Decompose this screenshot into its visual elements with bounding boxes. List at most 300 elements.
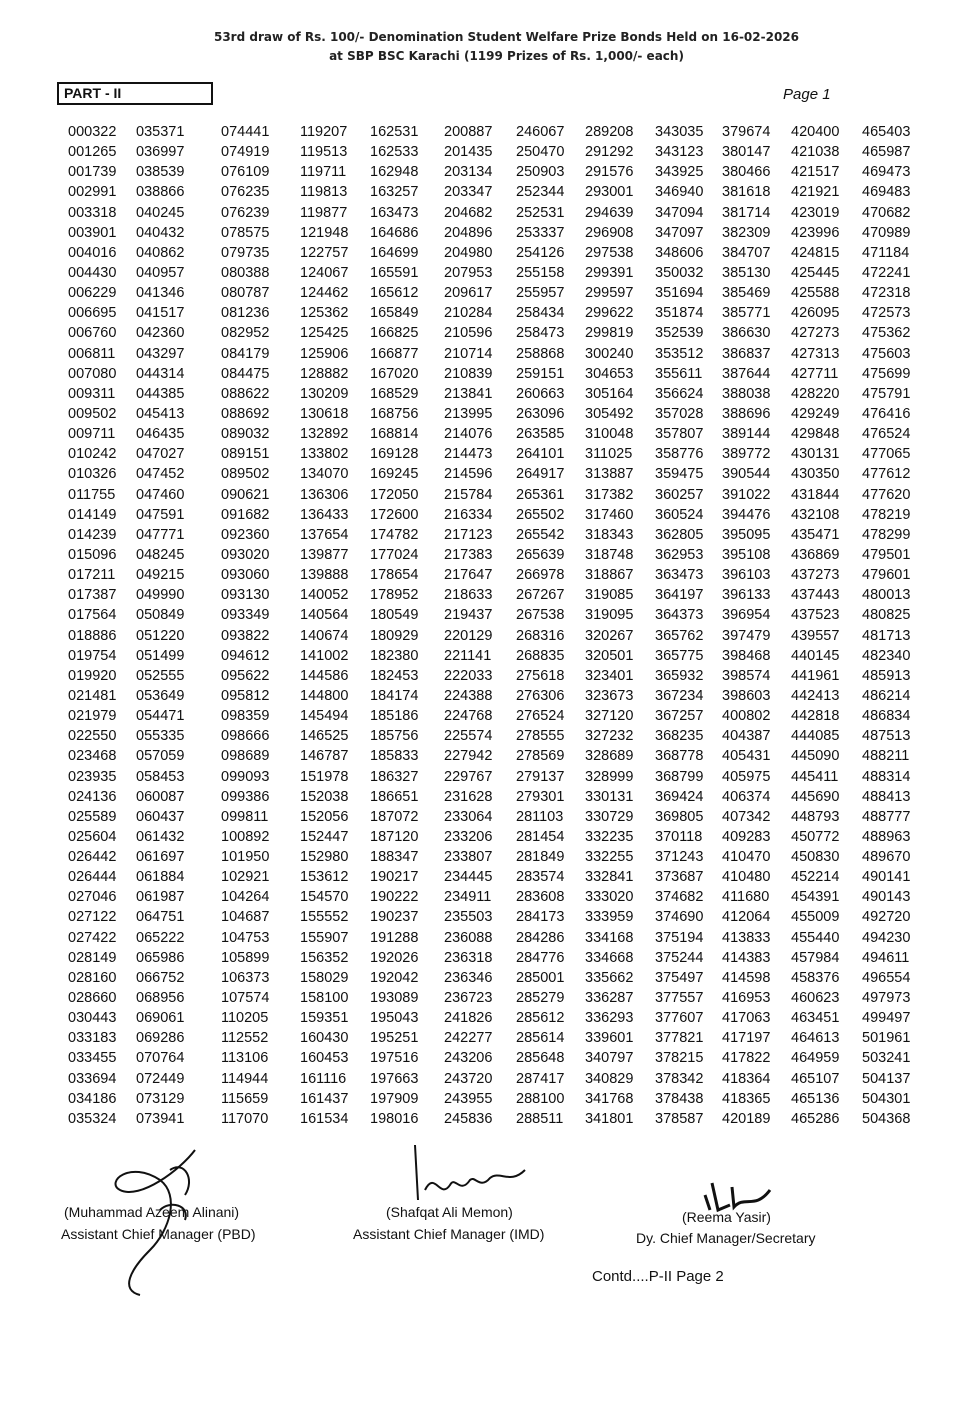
bond-number: 300240: [585, 345, 634, 362]
bond-number: 364373: [655, 607, 704, 624]
bond-number: 209617: [444, 285, 493, 302]
bond-number: 218633: [444, 587, 493, 604]
bond-number: 417063: [722, 1010, 771, 1027]
bond-number: 235503: [444, 909, 493, 926]
bond-number: 152056: [300, 808, 349, 825]
bond-number: 104687: [221, 909, 270, 926]
bond-number: 128882: [300, 365, 349, 382]
bond-number: 093060: [221, 567, 270, 584]
bond-number: 033455: [68, 1050, 117, 1067]
bond-number: 089502: [221, 466, 270, 483]
bond-number: 410470: [722, 849, 771, 866]
bond-number: 472573: [862, 305, 911, 322]
bond-number: 431844: [791, 486, 840, 503]
bond-number: 368778: [655, 748, 704, 765]
bond-number: 110205: [221, 1010, 269, 1027]
bond-number: 339601: [585, 1030, 634, 1047]
bond-number: 040245: [136, 204, 185, 221]
bond-number: 465987: [862, 144, 911, 161]
bond-number: 285614: [516, 1030, 565, 1047]
bond-number: 333959: [585, 909, 634, 926]
bond-number: 253337: [516, 224, 565, 241]
bond-number: 445690: [791, 788, 840, 805]
bond-number: 163257: [370, 184, 419, 201]
bond-number: 004016: [68, 244, 117, 261]
bond-number: 340797: [585, 1050, 634, 1067]
bond-number: 371243: [655, 849, 704, 866]
bond-number: 336293: [585, 1010, 634, 1027]
bond-number: 382309: [722, 224, 771, 241]
bond-number: 437523: [791, 607, 840, 624]
bond-number: 072449: [136, 1070, 185, 1087]
bond-number: 214596: [444, 466, 493, 483]
bond-number: 190222: [370, 889, 419, 906]
bond-number: 041346: [136, 285, 185, 302]
bond-number: 047591: [136, 506, 185, 523]
bond-number: 421921: [791, 184, 840, 201]
bond-number: 168814: [370, 426, 419, 443]
bond-number: 317460: [585, 506, 634, 523]
bond-number: 065222: [136, 929, 185, 946]
bond-number: 377607: [655, 1010, 704, 1027]
bond-number: 003318: [68, 204, 117, 221]
bond-number: 162531: [370, 124, 419, 140]
bond-number: 389772: [722, 446, 771, 463]
bond-number: 464613: [791, 1030, 840, 1047]
bond-number: 284776: [516, 949, 565, 966]
bond-number: 380147: [722, 144, 771, 161]
bond-number: 217383: [444, 546, 493, 563]
bond-number: 213995: [444, 405, 493, 422]
bond-number: 182453: [370, 667, 419, 684]
part-label-box: PART - II: [57, 82, 213, 105]
bond-number: 346940: [655, 184, 704, 201]
bond-number: 098689: [221, 748, 270, 765]
bond-number: 428220: [791, 385, 840, 402]
bond-number: 411680: [722, 889, 770, 906]
bond-number: 025589: [68, 808, 117, 825]
bond-number: 214076: [444, 426, 493, 443]
bond-number: 099093: [221, 768, 270, 785]
bond-number: 328999: [585, 768, 634, 785]
bond-number: 201435: [444, 144, 493, 161]
bond-number: 378342: [655, 1070, 704, 1087]
bond-number: 219437: [444, 607, 493, 624]
bond-number: 323673: [585, 687, 634, 704]
bond-number: 047460: [136, 486, 185, 503]
bond-number: 296908: [585, 224, 634, 241]
bond-number: 469473: [862, 164, 911, 181]
bond-number: 396103: [722, 567, 771, 584]
bond-number: 006760: [68, 325, 117, 342]
bond-number: 035371: [136, 124, 185, 140]
bond-number: 010242: [68, 446, 117, 463]
bond-number: 023935: [68, 768, 117, 785]
bond-number: 429848: [791, 426, 840, 443]
signatory-3-title: Dy. Chief Manager/Secretary: [636, 1230, 816, 1246]
bond-number: 476416: [862, 405, 911, 422]
bond-number: 465403: [862, 124, 911, 140]
bond-number: 027046: [68, 889, 117, 906]
bond-number: 328689: [585, 748, 634, 765]
bond-number: 068956: [136, 990, 185, 1007]
bond-number: 365932: [655, 667, 704, 684]
bond-number: 472318: [862, 285, 911, 302]
bond-number: 492720: [862, 909, 911, 926]
bond-number: 122757: [300, 244, 349, 261]
bond-number: 224388: [444, 687, 493, 704]
bond-number: 185186: [370, 708, 419, 725]
bond-number: 204682: [444, 204, 493, 221]
bond-number: 267267: [516, 587, 565, 604]
bond-number: 494230: [862, 929, 911, 946]
bond-number: 093349: [221, 607, 270, 624]
bond-number: 279137: [516, 768, 565, 785]
bond-number: 318867: [585, 567, 634, 584]
bond-number: 190217: [370, 869, 419, 886]
bond-number: 132892: [300, 426, 349, 443]
bond-number: 409283: [722, 828, 771, 845]
bond-number: 186327: [370, 768, 419, 785]
bond-number: 055335: [136, 728, 185, 745]
bond-number: 378587: [655, 1110, 704, 1127]
bond-number: 356624: [655, 385, 704, 402]
bond-number: 153612: [300, 869, 349, 886]
bond-number: 454391: [791, 889, 840, 906]
bond-number: 186651: [370, 788, 419, 805]
bond-number: 187120: [370, 828, 419, 845]
bond-number: 054471: [136, 708, 185, 725]
bond-number: 152447: [300, 828, 349, 845]
bond-number: 076109: [221, 164, 270, 181]
bond-number: 442413: [791, 687, 840, 704]
bond-number: 025604: [68, 828, 117, 845]
bond-number: 352539: [655, 325, 704, 342]
bond-number: 299597: [585, 285, 634, 302]
bond-number: 351874: [655, 305, 704, 322]
title-line-2: at SBP BSC Karachi (1199 Prizes of Rs. 1,000/- each): [329, 49, 684, 63]
bond-number: 430131: [791, 446, 840, 463]
bond-number: 168756: [370, 405, 419, 422]
bond-number: 107574: [221, 990, 270, 1007]
bond-number: 263585: [516, 426, 565, 443]
bond-number: 080388: [221, 264, 270, 281]
bond-number: 404387: [722, 728, 771, 745]
signature-block: [0, 1140, 953, 1320]
bond-number: 504137: [862, 1070, 911, 1087]
bond-number: 044314: [136, 365, 185, 382]
bond-number: 019754: [68, 647, 117, 664]
bond-number: 207953: [444, 264, 493, 281]
bond-number: 069286: [136, 1030, 185, 1047]
bond-number: 475603: [862, 345, 911, 362]
bond-number: 377557: [655, 990, 704, 1007]
bond-number: 047771: [136, 526, 185, 543]
bond-number: 440145: [791, 647, 840, 664]
bond-number: 250470: [516, 144, 565, 161]
bond-number: 161116: [300, 1070, 347, 1087]
bond-number: 038539: [136, 164, 185, 181]
bond-number: 038866: [136, 184, 185, 201]
bond-number: 426095: [791, 305, 840, 322]
bond-number: 385469: [722, 285, 771, 302]
bond-number: 496554: [862, 969, 911, 986]
bond-number: 258868: [516, 345, 565, 362]
bond-number: 488963: [862, 828, 911, 845]
bond-number: 119877: [300, 204, 348, 221]
bond-number: 318748: [585, 546, 634, 563]
bond-number: 285279: [516, 990, 565, 1007]
bond-number: 193089: [370, 990, 419, 1007]
bond-number: 319085: [585, 587, 634, 604]
bond-number: 092360: [221, 526, 270, 543]
bond-number: 061432: [136, 828, 185, 845]
bond-number: 021481: [68, 687, 117, 704]
bond-number: 281103: [516, 808, 564, 825]
bond-number: 169128: [370, 446, 419, 463]
bond-number: 061987: [136, 889, 185, 906]
document-title: [0, 28, 953, 66]
bond-number: 139888: [300, 567, 349, 584]
bond-number: 281454: [516, 828, 565, 845]
bond-number: 488211: [862, 748, 910, 765]
bond-number: 057059: [136, 748, 185, 765]
bond-number: 017564: [68, 607, 117, 624]
bond-number: 217647: [444, 567, 493, 584]
bond-number: 015096: [68, 546, 117, 563]
bond-number: 185833: [370, 748, 419, 765]
bond-number: 124067: [300, 264, 349, 281]
bond-number: 221141: [444, 647, 492, 664]
bond-number: 490143: [862, 889, 911, 906]
bond-number: 195043: [370, 1010, 419, 1027]
bond-number: 026444: [68, 869, 117, 886]
bond-number: 019920: [68, 667, 117, 684]
bond-number: 255957: [516, 285, 565, 302]
bond-number: 125362: [300, 305, 349, 322]
bond-number: 172600: [370, 506, 419, 523]
bond-number: 254126: [516, 244, 565, 261]
bond-number: 464959: [791, 1050, 840, 1067]
bond-number: 006811: [68, 345, 116, 362]
bond-number: 365775: [655, 647, 704, 664]
bond-number: 139877: [300, 546, 349, 563]
bond-number: 486834: [862, 708, 911, 725]
bond-number: 265361: [516, 486, 565, 503]
bond-number: 259151: [516, 365, 565, 382]
bond-number: 304653: [585, 365, 634, 382]
bond-number: 049215: [136, 567, 185, 584]
bond-number: 060437: [136, 808, 185, 825]
bond-number: 258434: [516, 305, 565, 322]
bond-number: 311025: [585, 446, 633, 463]
bond-number: 220129: [444, 627, 493, 644]
bond-number: 064751: [136, 909, 185, 926]
number-column: [136, 122, 184, 1129]
bond-number: 439557: [791, 627, 840, 644]
bond-number: 233807: [444, 849, 493, 866]
bond-number: 011755: [68, 486, 116, 503]
bond-number: 052555: [136, 667, 185, 684]
bond-number: 080787: [221, 285, 270, 302]
bond-number: 264917: [516, 466, 565, 483]
bond-number: 320267: [585, 627, 634, 644]
bond-number: 420189: [722, 1110, 771, 1127]
bond-number: 334668: [585, 949, 634, 966]
number-column: [585, 122, 633, 1129]
bond-number: 469483: [862, 184, 911, 201]
bond-number: 236723: [444, 990, 493, 1007]
bond-number: 098666: [221, 728, 270, 745]
bond-number: 388038: [722, 385, 771, 402]
bond-number: 429249: [791, 405, 840, 422]
bond-number: 155907: [300, 929, 349, 946]
bond-number: 430350: [791, 466, 840, 483]
bond-number: 003901: [68, 224, 117, 241]
bond-number: 168529: [370, 385, 419, 402]
bond-number: 203347: [444, 184, 493, 201]
bond-number: 265502: [516, 506, 565, 523]
bond-number: 317382: [585, 486, 634, 503]
bond-number: 236318: [444, 949, 493, 966]
bond-number: 479501: [862, 546, 911, 563]
bond-number: 327120: [585, 708, 634, 725]
bond-number: 117070: [221, 1110, 269, 1127]
bond-number: 452214: [791, 869, 840, 886]
bond-number: 448793: [791, 808, 840, 825]
bond-number: 360257: [655, 486, 704, 503]
bond-number: 095812: [221, 687, 270, 704]
bond-number: 475362: [862, 325, 911, 342]
bond-number: 416953: [722, 990, 771, 1007]
bond-number: 455009: [791, 909, 840, 926]
bond-number: 281849: [516, 849, 565, 866]
number-column: [444, 122, 492, 1129]
bond-number: 061697: [136, 849, 185, 866]
bond-number: 494611: [862, 949, 910, 966]
bond-number: 364197: [655, 587, 704, 604]
bond-number: 427313: [791, 345, 840, 362]
bond-number: 499497: [862, 1010, 911, 1027]
bond-number: 053649: [136, 687, 185, 704]
number-column: [862, 122, 910, 1129]
bond-number: 413833: [722, 929, 771, 946]
bond-number: 134070: [300, 466, 349, 483]
bond-number: 049990: [136, 587, 185, 604]
bond-number: 203134: [444, 164, 493, 181]
bond-number: 264101: [516, 446, 565, 463]
bond-number: 073129: [136, 1090, 185, 1107]
bond-number: 081236: [221, 305, 270, 322]
bond-number: 363473: [655, 567, 704, 584]
signature-2-handwritten: [410, 1140, 530, 1210]
bond-number: 350032: [655, 264, 704, 281]
bond-number: 187072: [370, 808, 419, 825]
bond-number: 489670: [862, 849, 911, 866]
bond-number: 040432: [136, 224, 185, 241]
bond-number: 156352: [300, 949, 349, 966]
bond-number: 463451: [791, 1010, 840, 1027]
bond-number: 278555: [516, 728, 565, 745]
bond-number: 178952: [370, 587, 419, 604]
bond-number: 255158: [516, 264, 565, 281]
bond-number: 358776: [655, 446, 704, 463]
bond-number: 017211: [68, 567, 116, 584]
bond-number: 137654: [300, 526, 349, 543]
bond-number: 424815: [791, 244, 840, 261]
bond-number: 377821: [655, 1030, 704, 1047]
bond-number: 141002: [300, 647, 349, 664]
signatory-1-title: Assistant Chief Manager (PBD): [61, 1226, 256, 1242]
bond-number: 330729: [585, 808, 634, 825]
bond-number: 445090: [791, 748, 840, 765]
bond-number: 136433: [300, 506, 349, 523]
bond-number: 021979: [68, 708, 117, 725]
bond-number: 051499: [136, 647, 185, 664]
bond-number: 276306: [516, 687, 565, 704]
bond-number: 351694: [655, 285, 704, 302]
bond-number: 250903: [516, 164, 565, 181]
bond-number: 341768: [585, 1090, 634, 1107]
bond-number: 299391: [585, 264, 634, 281]
bond-number: 437273: [791, 567, 840, 584]
bond-number: 427711: [791, 365, 839, 382]
title-line-1: 53rd draw of Rs. 100/- Denomination Student Welfare Prize Bonds Held on 16-02-2026: [213, 30, 800, 44]
bond-number: 477620: [862, 486, 911, 503]
bond-number: 475791: [862, 385, 911, 402]
bond-number: 276524: [516, 708, 565, 725]
bond-number: 028660: [68, 990, 117, 1007]
bond-number: 241826: [444, 1010, 493, 1027]
bond-number: 388696: [722, 405, 771, 422]
bond-number: 478299: [862, 526, 911, 543]
bond-number: 190237: [370, 909, 419, 926]
bond-number: 234911: [444, 889, 492, 906]
bond-number: 112552: [221, 1030, 269, 1047]
bond-number: 002991: [68, 184, 117, 201]
bond-number: 427273: [791, 325, 840, 342]
bond-number: 381618: [722, 184, 771, 201]
bond-number: 418365: [722, 1090, 771, 1107]
bond-number: 335662: [585, 969, 634, 986]
bond-number: 024136: [68, 788, 117, 805]
bond-number: 263096: [516, 405, 565, 422]
bond-number: 164699: [370, 244, 419, 261]
bond-number: 213841: [444, 385, 493, 402]
bond-number: 252531: [516, 204, 565, 221]
bond-number: 017387: [68, 587, 117, 604]
bond-number: 246067: [516, 124, 565, 140]
bond-number: 442818: [791, 708, 840, 725]
bond-number: 395108: [722, 546, 771, 563]
bond-number: 385130: [722, 264, 771, 281]
bond-number: 146525: [300, 728, 349, 745]
bond-number: 369805: [655, 808, 704, 825]
bond-number: 216334: [444, 506, 493, 523]
bond-number: 375497: [655, 969, 704, 986]
bond-number: 121948: [300, 224, 349, 241]
bond-number: 501961: [862, 1030, 911, 1047]
bond-number: 060087: [136, 788, 185, 805]
bond-number: 395095: [722, 526, 771, 543]
bond-number: 061884: [136, 869, 185, 886]
bond-number: 465286: [791, 1110, 840, 1127]
bond-number: 305492: [585, 405, 634, 422]
number-column: [655, 122, 703, 1129]
bond-number: 184174: [370, 687, 419, 704]
number-column: [221, 122, 269, 1129]
bond-number: 144800: [300, 687, 349, 704]
